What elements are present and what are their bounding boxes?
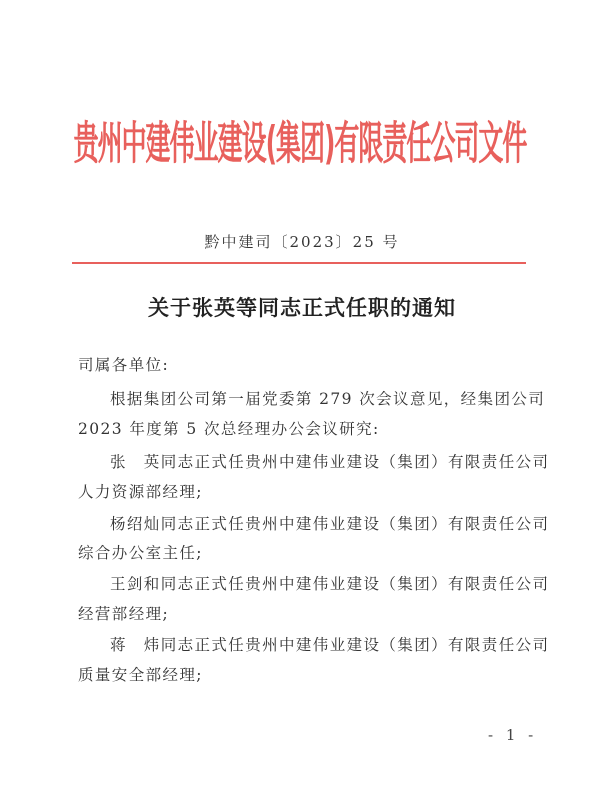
- appointment-line: 蒋 炜同志正式任贵州中建伟业建设（集团）有限责任公司: [110, 636, 550, 654]
- body-line: 根据集团公司第一届党委第 279 次会议意见，经集团公司: [110, 390, 546, 408]
- salutation: 司属各单位:: [78, 356, 170, 374]
- appointment-position: 经营部经理;: [78, 605, 170, 623]
- page-number: - 1 -: [488, 726, 538, 744]
- appointment-line: 王剑和同志正式任贵州中建伟业建设（集团）有限责任公司: [110, 575, 550, 593]
- appointment-line: 杨绍灿同志正式任贵州中建伟业建设（集团）有限责任公司: [110, 515, 550, 533]
- appointment-line: 张 英同志正式任贵州中建伟业建设（集团）有限责任公司: [110, 453, 550, 471]
- appointment-position: 质量安全部经理;: [78, 666, 203, 684]
- red-divider: [72, 262, 526, 264]
- appointment-position: 综合办公室主任;: [78, 544, 203, 562]
- appointment-position: 人力资源部经理;: [78, 483, 203, 501]
- document-number: 黔中建司〔2023〕25 号: [204, 233, 400, 251]
- body-line: 2023 年度第 5 次总经理办公会议研究:: [78, 420, 380, 438]
- issuer-title: 贵州中建伟业建设(集团)有限责任公司文件: [73, 117, 527, 170]
- notice-heading: 关于张英等同志正式任职的通知: [148, 295, 456, 320]
